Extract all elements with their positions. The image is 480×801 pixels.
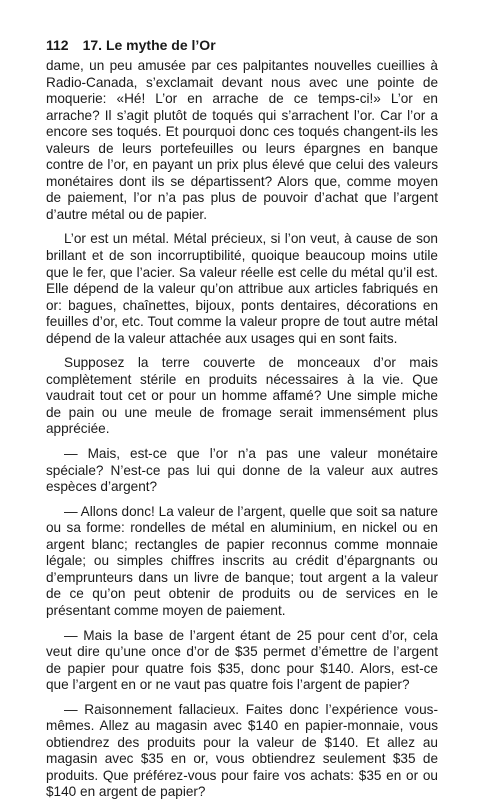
paragraph (46, 446, 438, 496)
text-line: «Hé! L’or en arrache de ce temps-ci!» L’or en arrache? Il s’agit plutôt (46, 91, 438, 123)
text-line: quoi donc ces toqués changent-ils les valeurs de leurs portefeuilles (46, 124, 438, 156)
text-line: Elle dépend de la valeur qu’on attribue aux articles fabriqués en or: (46, 281, 438, 313)
paragraph (46, 628, 438, 694)
text-line: or pour un homme affamé? Une simple miche de pain ou une meu (46, 388, 438, 420)
text-line: — Mais la base de l’argent étant de 25 pour cent d’or, cela veut (46, 627, 438, 660)
text-line: gent blanc; rectangles de papier reconnus comme monnaie légale; (46, 536, 438, 569)
text-line: brillant et de son incorruptibilité, quoique beaucoup moins utile (46, 248, 438, 264)
text-line: $35 en or, vous obtiendrez seulement $35 de produits. Que pré (46, 751, 439, 783)
text-line: moyen de paiement. (162, 602, 286, 618)
text-line: élevé que celui des valeurs monétaires dont ils se départissent? (46, 157, 439, 189)
text-line: de la valeur attachée aux usages qui en sont faits. (95, 330, 398, 346)
text-line: d’or, etc. Tout comme la valeur propre de tout autre métal dépend (46, 314, 438, 346)
book-page (46, 36, 438, 801)
text-line: teurs dans un livre de banque; tout argent a la valeur de ce qu’on (46, 569, 438, 602)
body-text (46, 58, 438, 801)
text-line: — Allons donc! La valeur de l’argent, quelle que soit sa nature (64, 503, 438, 519)
running-head (46, 36, 438, 54)
paragraph (46, 702, 438, 801)
paragraph (46, 355, 438, 438)
text-line: ou leurs épargnes en banque contre de l’or, en payant un prix plus (46, 140, 438, 173)
paragraph (46, 504, 438, 620)
text-line: que le fer, que l’acier. Sa valeur réelle est celle du métal qu’il est. (46, 264, 438, 280)
paragraph (46, 231, 438, 347)
paragraph (46, 58, 438, 223)
text-line: le de fromage serait immensément plus appréciée. (46, 404, 438, 437)
text-line: drez des produits pour la valeur de $140. Et allez au magasin avec (46, 734, 438, 767)
text-line: — Mais, est-ce que l’or n’a pas une valeur monétaire spéciale? (46, 446, 438, 478)
text-line: Supposez la terre couverte de monceaux d’or mais complète (46, 355, 438, 387)
text-line: ment stérile en produits nécessaires à la vie. Que vaudrait tout cet (46, 371, 438, 404)
text-line: peut obtenir de produits ou de services en le présentant comme (46, 586, 439, 618)
text-line: L’or est un métal. Métal précieux, si l’on veut, à cause de son (64, 231, 438, 247)
text-line: dire qu’une once d’or de $35 permet d’émettre de l’argent de pa (46, 644, 438, 676)
text-line: N’est-ce pas lui qui donne de la valeur aux autres espèces d’argent? (46, 462, 439, 495)
text-line: de toqués qui s’arrachent l’or. Car l’or a encore ses toqués. Et pour (46, 107, 438, 140)
text-line: — Raisonnement fallacieux. Faites donc l’expérience vous-mê (46, 701, 438, 734)
chapter-title: 17. Le mythe de l’Or (82, 37, 216, 53)
text-line: bagues, chaînettes, bijoux, ponts dentaires, décorations en feuilles (46, 297, 438, 330)
text-line: dio-Canada, s’exclamait devant nous avec une pointe de moquerie: (46, 74, 438, 107)
text-line: papier? (160, 784, 206, 800)
text-line: dame, un peu amusée par ces palpitantes nouvelles cueillies à Ra (46, 58, 438, 90)
text-line: Alors que, comme moyen de paiement, l’or n’a pas plus de pouvoir (46, 173, 439, 206)
text-line: ou sa forme: rondelles de métal en aluminium, en nickel ou en ar (46, 520, 438, 552)
text-line: en or ne vaut pas quatre fois l’argent de papier? (120, 677, 410, 693)
text-line: d’achat que l’argent d’autre métal ou de papier. (46, 190, 438, 222)
text-line: pier pour quatre fois $35, donc pour $140. Alors, est-ce que l’argent (46, 660, 438, 693)
page-number: 112 (46, 37, 69, 53)
text-line: mes. Allez au magasin avec $140 en papier-monnaie, vous obtien (46, 718, 438, 750)
text-line: férez-vous pour faire vos achats: $35 en or ou $140 en argent de (46, 767, 438, 800)
text-line: ou simples chiffres inscrits au crédit d’épargnants ou d’emprun (46, 553, 438, 585)
